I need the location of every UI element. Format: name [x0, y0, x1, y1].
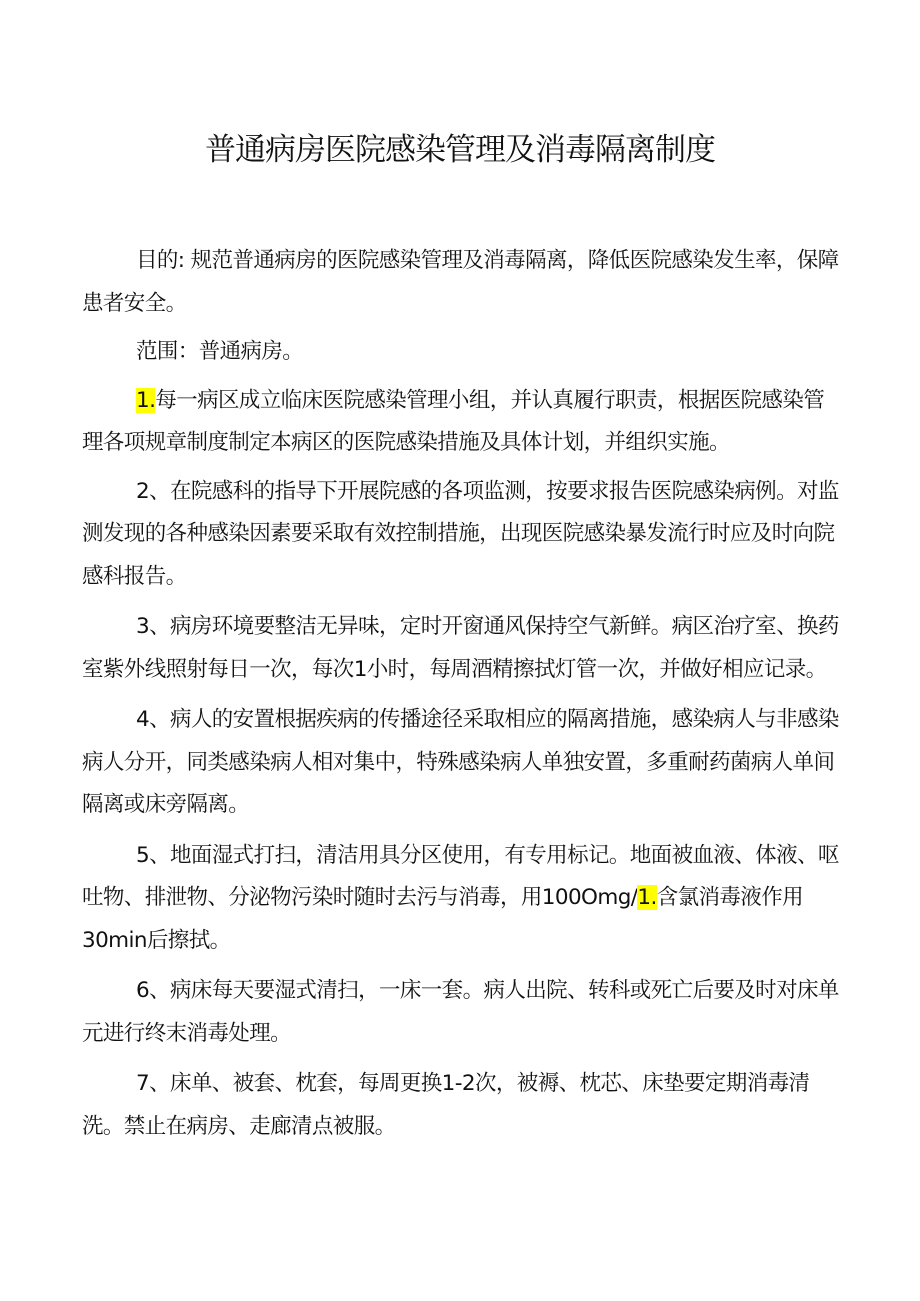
item-5-text-b: 含氯消毒液作用30min后擦拭。	[82, 885, 804, 953]
scope-paragraph: 范围：普通病房。	[136, 339, 304, 364]
item-5-paragraph	[82, 835, 842, 963]
highlighted-number: 1.	[136, 387, 156, 413]
highlighted-fragment: 1.	[637, 885, 657, 910]
item-1-paragraph	[82, 380, 842, 465]
document-body	[82, 240, 842, 1156]
item-5-text-a: 5、地面湿式打扫，清洁用具分区使用，有专用标记。地面被血液、体液、呕吐物、排泄物、分泌物污染时随时去污与消毒，用100Omg/	[82, 842, 839, 910]
purpose-paragraph: 目的: 规范普通病房的医院感染管理及消毒隔离，降低医院感染发生率，保障患者安全。	[82, 248, 839, 316]
document-title: 普通病房医院感染管理及消毒隔离制度	[205, 132, 715, 168]
item-6-paragraph: 6、病床每天要湿式清扫，一床一套。病人出院、转科或死亡后要及时对床单元进行终末消毒处理。	[82, 978, 839, 1046]
item-3-paragraph: 3、病房环境要整洁无异味，定时开窗通风保持空气新鲜。病区治疗室、换药室紫外线照射每日一次，每次1小时，每周酒精擦拭灯管一次，并做好相应记录。	[82, 614, 839, 682]
item-7-paragraph: 7、床单、被套、枕套，每周更换1-2次，被褥、枕芯、床垫要定期消毒清洗。禁止在病房、走廊清点被服。	[82, 1071, 810, 1139]
item-4-paragraph: 4、病人的安置根据疾病的传播途径采取相应的隔离措施，感染病人与非感染病人分开，同类感染病人相对集中，特殊感染病人单独安置，多重耐药菌病人单间隔离或床旁隔离。	[82, 707, 839, 817]
item-1-text: 每一病区成立临床医院感染管理小组，并认真履行职责，根据医院感染管理各项规章制度制定本病区的医院感染措施及具体计划，并组织实施。	[82, 387, 825, 455]
item-2-paragraph: 2、在院感科的指导下开展院感的各项监测，按要求报告医院感染病例。对监测发现的各种感染因素要采取有效控制措施，出现医院感染暴发流行时应及时向院感科报告。	[82, 478, 839, 589]
